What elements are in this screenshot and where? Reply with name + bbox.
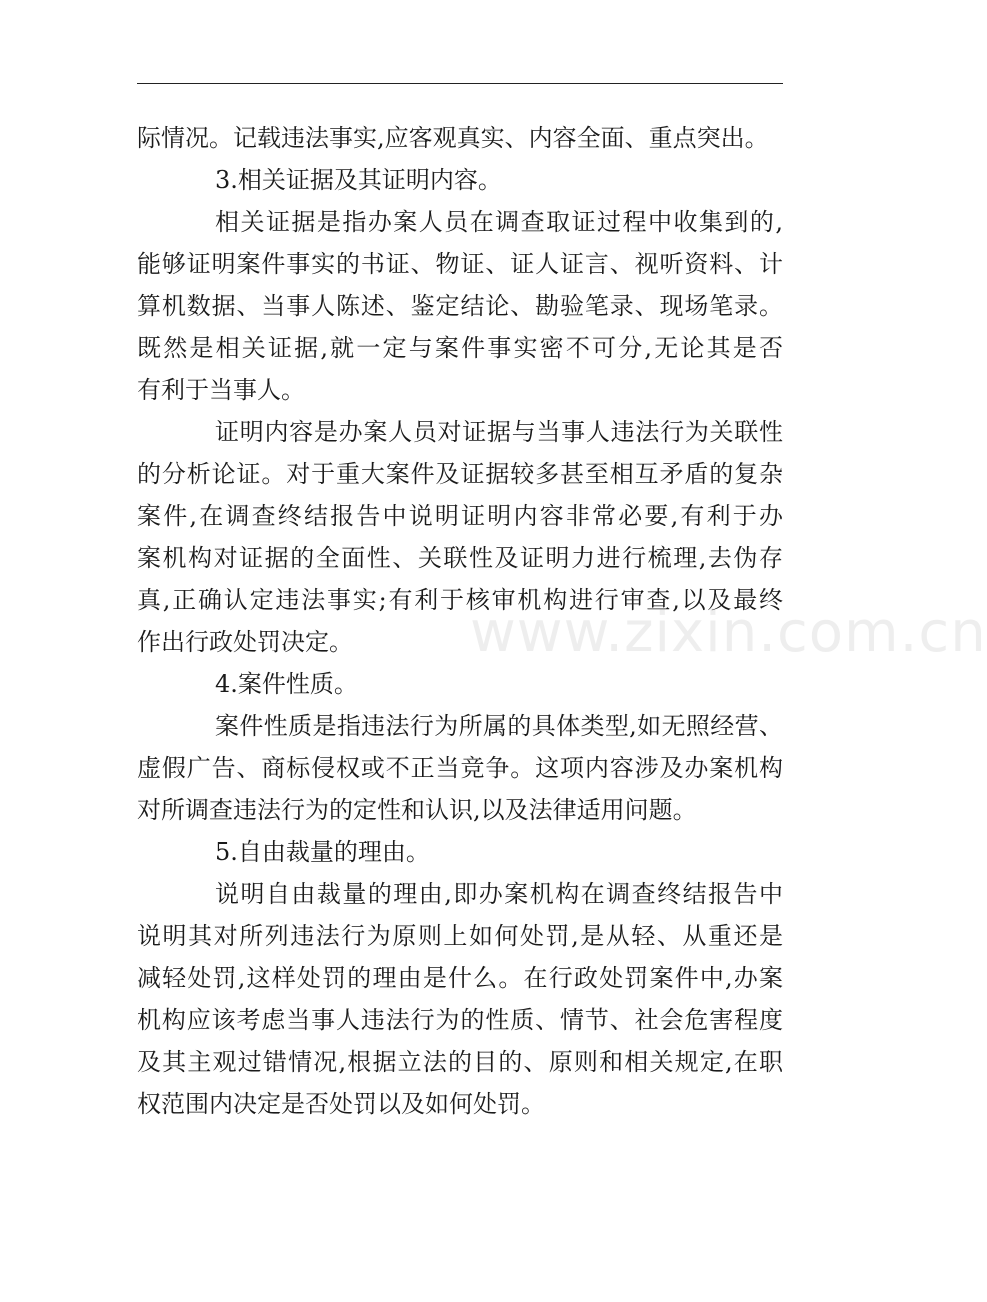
document-body	[137, 117, 783, 1125]
text-line: 虚假广告、商标侵权或不正当竞争。这项内容涉及办案机构	[137, 754, 783, 782]
section-heading: 4.案件性质。	[215, 670, 358, 698]
text-line: 案件,在调查终结报告中说明证明内容非常必要,有利于办	[137, 502, 783, 530]
text-line: 权范围内决定是否处罚以及如何处罚。	[137, 1090, 545, 1118]
text-line: 真,正确认定违法事实;有利于核审机构进行审查,以及最终	[137, 586, 783, 614]
header-rule	[137, 83, 783, 84]
text-line: 案件性质是指违法行为所属的具体类型,如无照经营、	[215, 712, 783, 740]
text-line: 对所调查违法行为的定性和认识,以及法律适用问题。	[137, 796, 697, 824]
watermark: www.zixin.com.cn	[470, 600, 987, 665]
text-line: 案机构对证据的全面性、关联性及证明力进行梳理,去伪存	[137, 544, 783, 572]
text-line: 有利于当事人。	[137, 376, 305, 404]
text-line: 说明自由裁量的理由,即办案机构在调查终结报告中	[215, 880, 783, 908]
text-line: 际情况。记载违法事实,应客观真实、内容全面、重点突出。	[137, 124, 769, 152]
text-line: 及其主观过错情况,根据立法的目的、原则和相关规定,在职	[137, 1048, 783, 1076]
text-line: 能够证明案件事实的书证、物证、证人证言、视听资料、计	[137, 250, 783, 278]
text-line: 算机数据、当事人陈述、鉴定结论、勘验笔录、现场笔录。	[137, 292, 783, 320]
text-line: 说明其对所列违法行为原则上如何处罚,是从轻、从重还是	[137, 922, 783, 950]
text-line: 机构应该考虑当事人违法行为的性质、情节、社会危害程度	[137, 1006, 783, 1034]
text-line: 相关证据是指办案人员在调查取证过程中收集到的,	[215, 208, 783, 236]
text-line: 减轻处罚,这样处罚的理由是什么。在行政处罚案件中,办案	[137, 964, 783, 992]
section-heading: 5.自由裁量的理由。	[215, 838, 430, 866]
section-heading: 3.相关证据及其证明内容。	[215, 166, 502, 194]
text-line: 的分析论证。对于重大案件及证据较多甚至相互矛盾的复杂	[137, 460, 783, 488]
text-line: 证明内容是办案人员对证据与当事人违法行为关联性	[215, 418, 783, 446]
text-line: 作出行政处罚决定。	[137, 628, 353, 656]
text-line: 既然是相关证据,就一定与案件事实密不可分,无论其是否	[137, 334, 783, 362]
